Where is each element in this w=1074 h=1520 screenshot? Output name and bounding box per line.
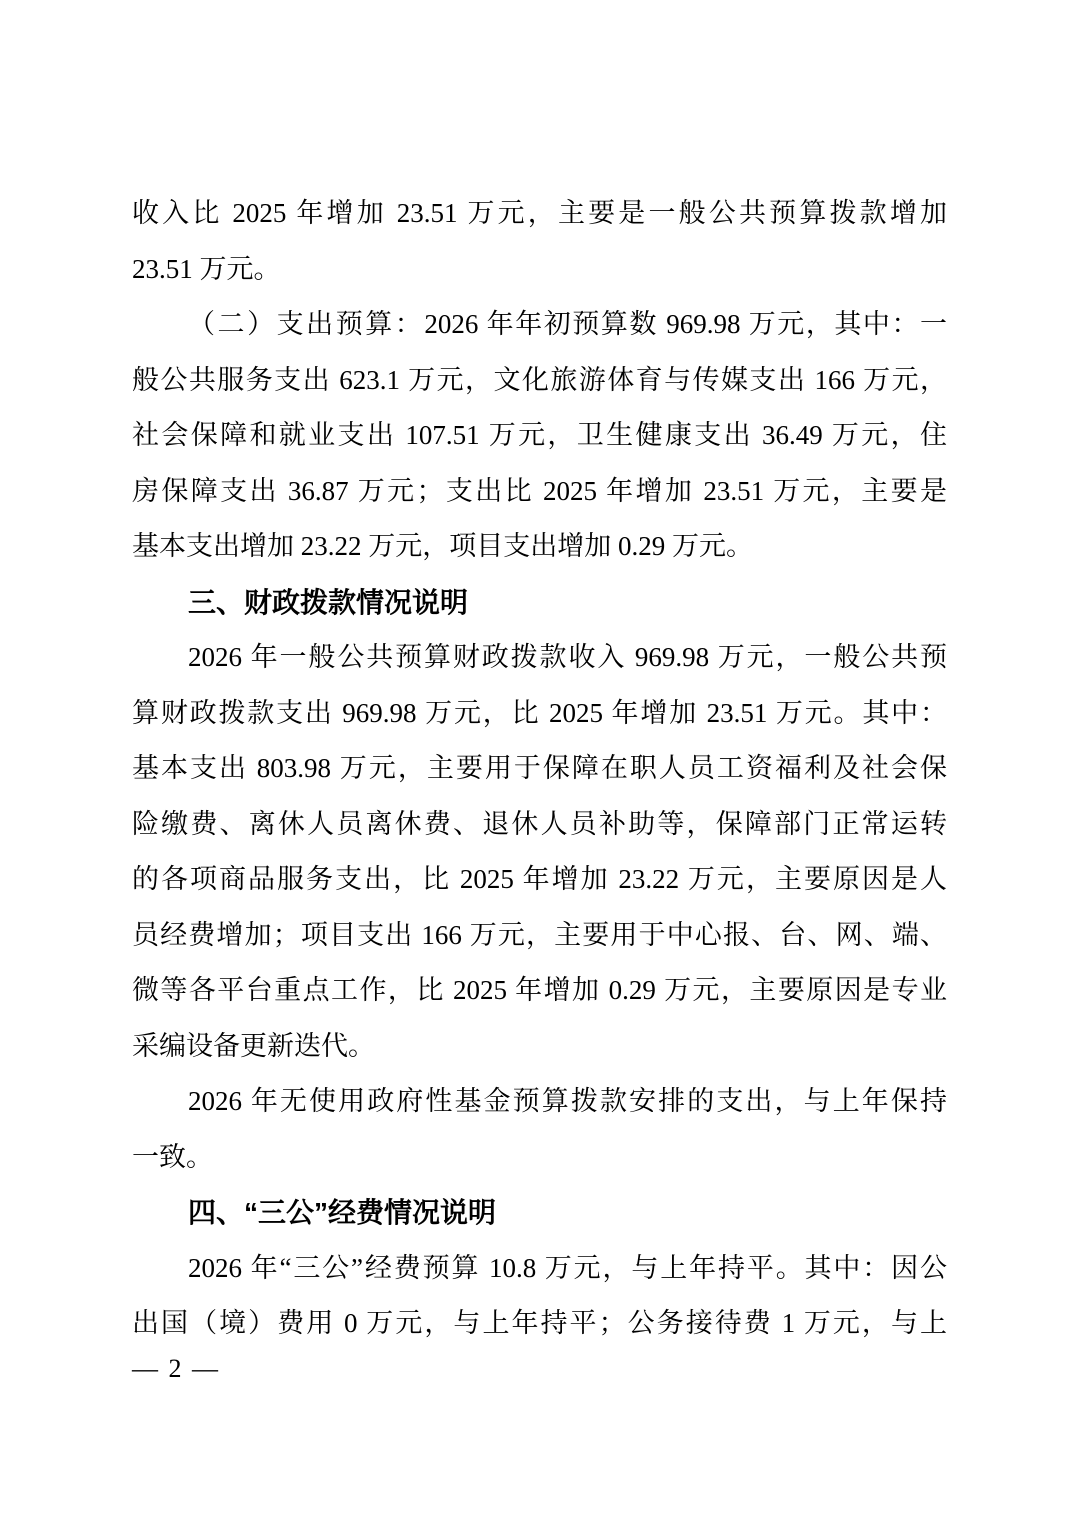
text-line: 微等各平台重点工作，比 2025 年增加 0.29 万元，主要原因是专业 — [132, 975, 947, 1005]
document-body — [132, 186, 947, 1352]
text-line: 般公共服务支出 623.1 万元，文化旅游体育与传媒支出 166 万元， — [132, 364, 947, 395]
text-line: 2026 年无使用政府性基金预算拨款安排的支出，与上年保持 — [188, 1086, 947, 1116]
text-line: 基本支出增加 23.22 万元，项目支出增加 0.29 万元。 — [132, 531, 753, 561]
text-line: 房保障支出 36.87 万元；支出比 2025 年增加 23.51 万元，主要是 — [132, 475, 947, 506]
text-line: 2026 年“三公”经费预算 10.8 万元，与上年持平。其中：因公 — [188, 1252, 947, 1283]
text-line: 基本支出 803.98 万元，主要用于保障在职人员工资福利及社会保 — [132, 753, 947, 783]
text-line — [132, 297, 947, 353]
paragraph-lead-rest: 2026 年年初预算数 969.98 万元，其中：一 — [424, 309, 947, 339]
text-line: 23.51 万元。 — [132, 253, 281, 284]
paragraph-lead: （二）支出预算： — [188, 309, 425, 339]
text-line: 一致。 — [132, 1141, 213, 1172]
text-line: 2026 年一般公共预算财政拨款收入 969.98 万元，一般公共预 — [188, 642, 947, 672]
text-line: 收入比 2025 年增加 23.51 万元，主要是一般公共预算拨款增加 — [132, 198, 947, 228]
text-line: 的各项商品服务支出，比 2025 年增加 23.22 万元，主要原因是人 — [132, 864, 947, 894]
text-line: 算财政拨款支出 969.98 万元，比 2025 年增加 23.51 万元。其中： — [132, 697, 947, 728]
section-heading-fiscal-appropriation: 三、财政拨款情况说明 — [188, 586, 469, 618]
text-line: 社会保障和就业支出 107.51 万元，卫生健康支出 36.49 万元，住 — [132, 420, 947, 450]
text-line: 出国（境）费用 0 万元，与上年持平；公务接待费 1 万元，与上 — [132, 1308, 947, 1338]
text-line: 采编设备更新迭代。 — [132, 1030, 375, 1061]
text-line: 员经费增加；项目支出 166 万元，主要用于中心报、台、网、端、 — [132, 919, 947, 950]
section-heading-three-public-expenses: 四、“三公”经费情况说明 — [188, 1197, 497, 1228]
text-line: 险缴费、离休人员离休费、退休人员补助等，保障部门正常运转 — [132, 808, 947, 839]
page-number: — 2 — — [132, 1354, 220, 1383]
